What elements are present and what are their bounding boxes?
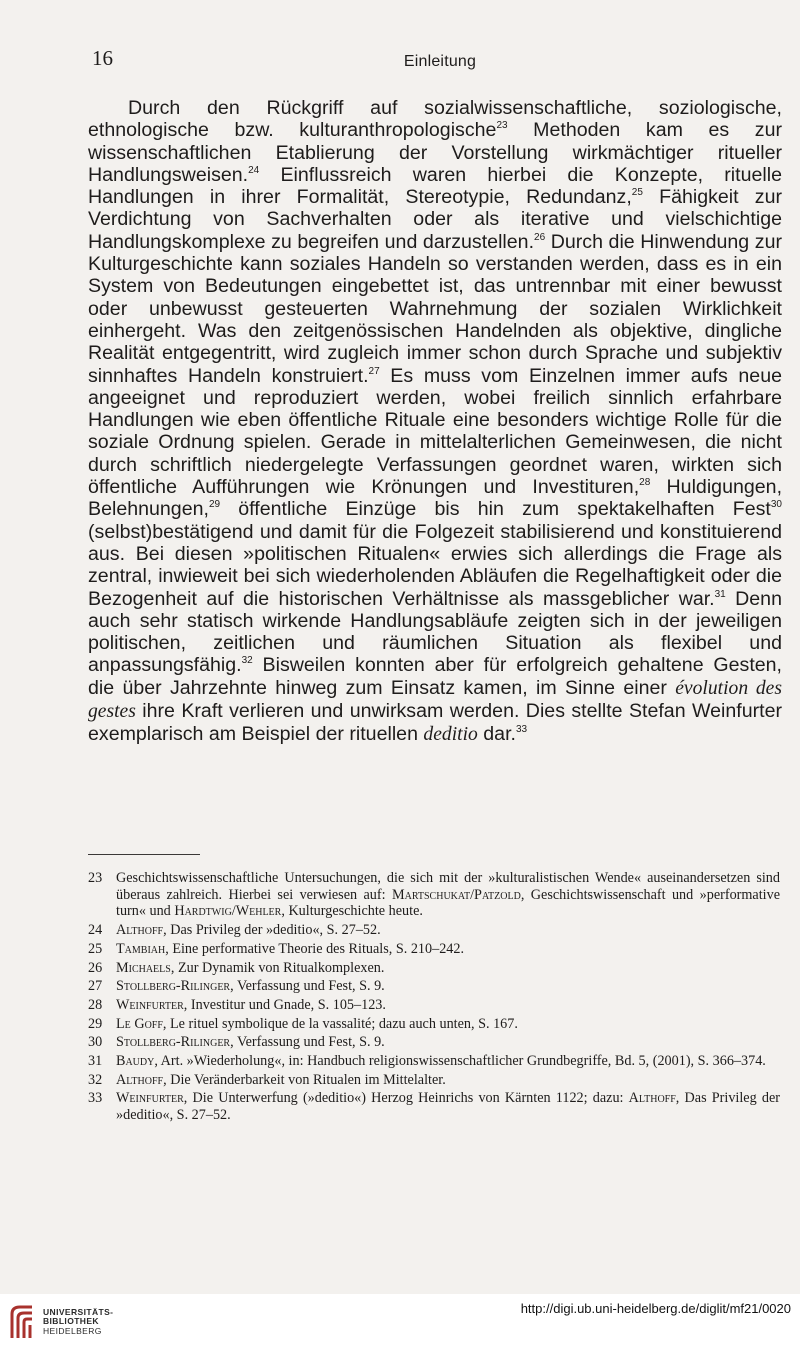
text-run: , Das Privileg der »deditio«, S. 27–52.	[116, 1090, 780, 1124]
footnote-item	[88, 1016, 780, 1033]
text-run: , Geschichtswissenschaft und »performative turn« und	[116, 886, 781, 920]
footnote-ref[interactable]: 32	[241, 655, 253, 667]
footnote-ref[interactable]: 27	[368, 365, 380, 377]
footnote-number: 27	[88, 978, 103, 995]
footnote-item	[88, 1053, 780, 1070]
author-name: Baudy	[116, 1053, 155, 1070]
footnote-ref[interactable]: 23	[496, 120, 508, 132]
text-run: , Le rituel symbolique de la vassalité; dazu auch unten, S. 167.	[162, 1015, 518, 1032]
text-run: Durch die Hinwendung zur Kulturgeschichte kann soziales Handeln so verstanden werden, dass es in ein System von Bedeutungen eingebettet ist, das untrennbar mit einer bewusst oder unbewusst gesteuerten Wahrnehmung der sozialen Wirklichkeit einhergeht. Was den zeitgenössischen Handelnden als objektive, dingliche Realität entgegentritt, wird zugleich immer schon durch Sprache und subjektiv sinnhaftes Handeln konstruiert.	[88, 230, 782, 387]
author-name: Weinfurter	[116, 1090, 184, 1107]
footnote-text	[116, 960, 780, 977]
footnote-ref[interactable]: 25	[631, 187, 643, 199]
text-run: Geschichtswissenschaftliche Untersuchungen, die sich mit der »kulturalistischen Wende« auseinandersetzen sind überaus zahlreich. Hierbei sei verwiesen auf:	[116, 870, 780, 903]
footnote-item	[88, 870, 780, 920]
footnote-number: 28	[88, 996, 103, 1013]
logo-line: UNIVERSITÄTS-	[43, 1306, 114, 1317]
footnote-number: 24	[88, 922, 103, 939]
text-run: , Die Unterwerfung (»deditio«) Herzog Heinrichs von Kärnten 1122; dazu:	[183, 1090, 629, 1107]
author-name: Le Goff	[116, 1015, 163, 1032]
text-run: Durch den Rückgriff auf sozialwissenschaftliche, soziologische, ethnologische bzw. kulturanthropologische	[88, 97, 782, 142]
footnote-ref[interactable]: 31	[714, 588, 726, 600]
text-run: Einflussreich waren hierbei die Konzepte, rituelle Handlungen in ihrer Formalität, Stereotypie, Redundanz,	[88, 163, 782, 209]
author-name: Althoff	[116, 1071, 164, 1088]
author-name: Weinfurter	[116, 996, 184, 1013]
footnote-item	[88, 1072, 780, 1089]
text-run: Es muss vom Einzelnen immer aufs neue angeeignet und reproduziert werden, wobei freilich sinnlich erfahrbare Handlungen wie eben öffentliche Rituale eine besonders wichtige Rolle für die soziale Ordnung spielen. Gerade in mittelalterlichen Gemeinwesen, die nicht durch schriftlich niedergelegte Verfassungen geordnet waren, wirkten sich öffentliche Aufführungen wie Krönungen und Investituren,	[88, 364, 782, 499]
footnote-ref[interactable]: 28	[639, 477, 651, 489]
text-run: , Art. »Wiederholung«, in: Handbuch religionswissenschaftlicher Grundbegriffe, Bd. 5, (2001), S. 366–374.	[154, 1053, 766, 1070]
footnote-item	[88, 1090, 780, 1123]
text-run: , Investitur und Gnade, S. 105–123.	[183, 996, 386, 1013]
main-text	[88, 97, 782, 747]
text-run: Huldigungen, Belehnungen,	[88, 476, 783, 521]
library-logo[interactable]	[8, 1304, 113, 1340]
running-head: Einleitung	[403, 53, 477, 70]
author-name: Stollberg-Rilinger	[116, 978, 231, 995]
footnote-text	[116, 1072, 780, 1089]
footnote-text	[116, 1016, 780, 1033]
text-run: , Das Privileg der »deditio«, S. 27–52.	[163, 922, 381, 939]
footnote-number: 31	[88, 1053, 103, 1070]
text-run: (selbst)bestätigend und damit für die Folgezeit stabilisierend und konstituierend aus. Bei diesen »politischen Ritualen« erwies sich allerdings die Frage als zentral, inwieweit bei sich wiederholenden Abläufen die Regelhaftigkeit oder die Bezogenheit auf die historischen Verhältnisse als massgeblicher war.	[88, 520, 782, 610]
author-name: Tambiah	[116, 940, 166, 957]
text-run: , Die Veränderbarkeit von Ritualen im Mittelalter.	[163, 1071, 446, 1088]
author-name: Michaels	[116, 959, 171, 976]
text-run: Methoden kam es zur wissenschaftlichen Etablierung der Vorstellung wirkmächtiger ritueller Handlungsweisen.	[88, 119, 782, 186]
author-name: Hardtwig/Wehler	[174, 903, 282, 920]
footnote-ref[interactable]: 29	[208, 499, 221, 511]
footnote-text	[116, 1053, 780, 1070]
footnote-number: 26	[88, 959, 103, 976]
page-number: 16	[92, 46, 113, 70]
library-logo-icon	[8, 1304, 36, 1340]
text-run: , Verfassung und Fest, S. 9.	[230, 1034, 385, 1051]
footnote-item	[88, 978, 780, 995]
footnote-item	[88, 1034, 780, 1051]
footnote-item	[88, 941, 780, 958]
footnote-text	[116, 1034, 780, 1051]
text-run: dar.	[477, 723, 516, 746]
text-run: , Eine performative Theorie des Rituals, S. 210–242.	[165, 940, 465, 957]
text-run: öffentliche Einzüge bis hin zum spektakelhaften Fest	[220, 498, 771, 521]
footnotes	[88, 870, 780, 1126]
footnote-text	[116, 941, 780, 958]
text-run: Fähigkeit zur Verdichtung von Sachverhalten oder als iterative und vielschichtige Handlungskomplexe zu begreifen und darzustellen.	[88, 186, 782, 253]
footnote-divider	[88, 854, 200, 855]
footnote-text	[116, 870, 780, 920]
footnote-text	[116, 978, 780, 995]
footnote-item	[88, 997, 780, 1014]
author-name: Stollberg-Rilinger	[116, 1034, 231, 1051]
footnote-number: 32	[88, 1071, 103, 1088]
footnote-ref[interactable]: 30	[770, 499, 782, 511]
text-run: , Kulturgeschichte heute.	[281, 903, 423, 920]
library-logo-text	[43, 1308, 113, 1337]
text-run: , Zur Dynamik von Ritualkomplexen.	[170, 959, 385, 976]
footnote-text	[116, 922, 780, 939]
footnote-text	[116, 1090, 780, 1123]
text-run: , Verfassung und Fest, S. 9.	[230, 978, 385, 995]
text-run: Denn auch sehr statisch wirkende Handlungsabläufe zeigten sich in der jeweiligen politischen, zeitlichen und räumlichen Situation als flexibel und anpassungsfähig.	[88, 587, 782, 677]
italic-term: évolution des gestes	[88, 677, 782, 723]
footnote-ref[interactable]: 33	[515, 724, 528, 736]
paragraph	[88, 97, 782, 747]
footnote-number: 29	[88, 1015, 103, 1032]
logo-line: BIBLIOTHEK	[43, 1316, 99, 1327]
author-name: Althoff	[628, 1090, 676, 1107]
footnote-number: 30	[88, 1034, 103, 1051]
text-run: Bisweilen konnten aber für erfolgreich gehaltene Gesten, die über Jahrzehnte hinweg zum Einsatz kamen, im Sinne einer	[88, 654, 782, 699]
footer-bar	[0, 1294, 800, 1352]
page-url[interactable]: http://digi.ub.uni-heidelberg.de/diglit/mf21/0020	[520, 1301, 791, 1316]
footnote-ref[interactable]: 24	[248, 164, 260, 176]
footnote-number: 25	[88, 940, 103, 957]
footnote-text	[116, 997, 780, 1014]
footnote-item	[88, 960, 780, 977]
author-name: Althoff	[116, 922, 164, 939]
text-run: ihre Kraft verlieren und unwirksam werden. Dies stellte Stefan Weinfurter exemplarisch am Beispiel der rituellen	[88, 700, 782, 746]
footnote-item	[88, 922, 780, 939]
footnote-number: 33	[88, 1090, 103, 1107]
logo-line: HEIDELBERG	[43, 1325, 102, 1336]
footnote-number: 23	[88, 870, 103, 886]
author-name: Martschukat/Patzold	[391, 886, 521, 903]
italic-term: deditio	[423, 724, 478, 746]
footnote-ref[interactable]: 26	[534, 231, 546, 243]
